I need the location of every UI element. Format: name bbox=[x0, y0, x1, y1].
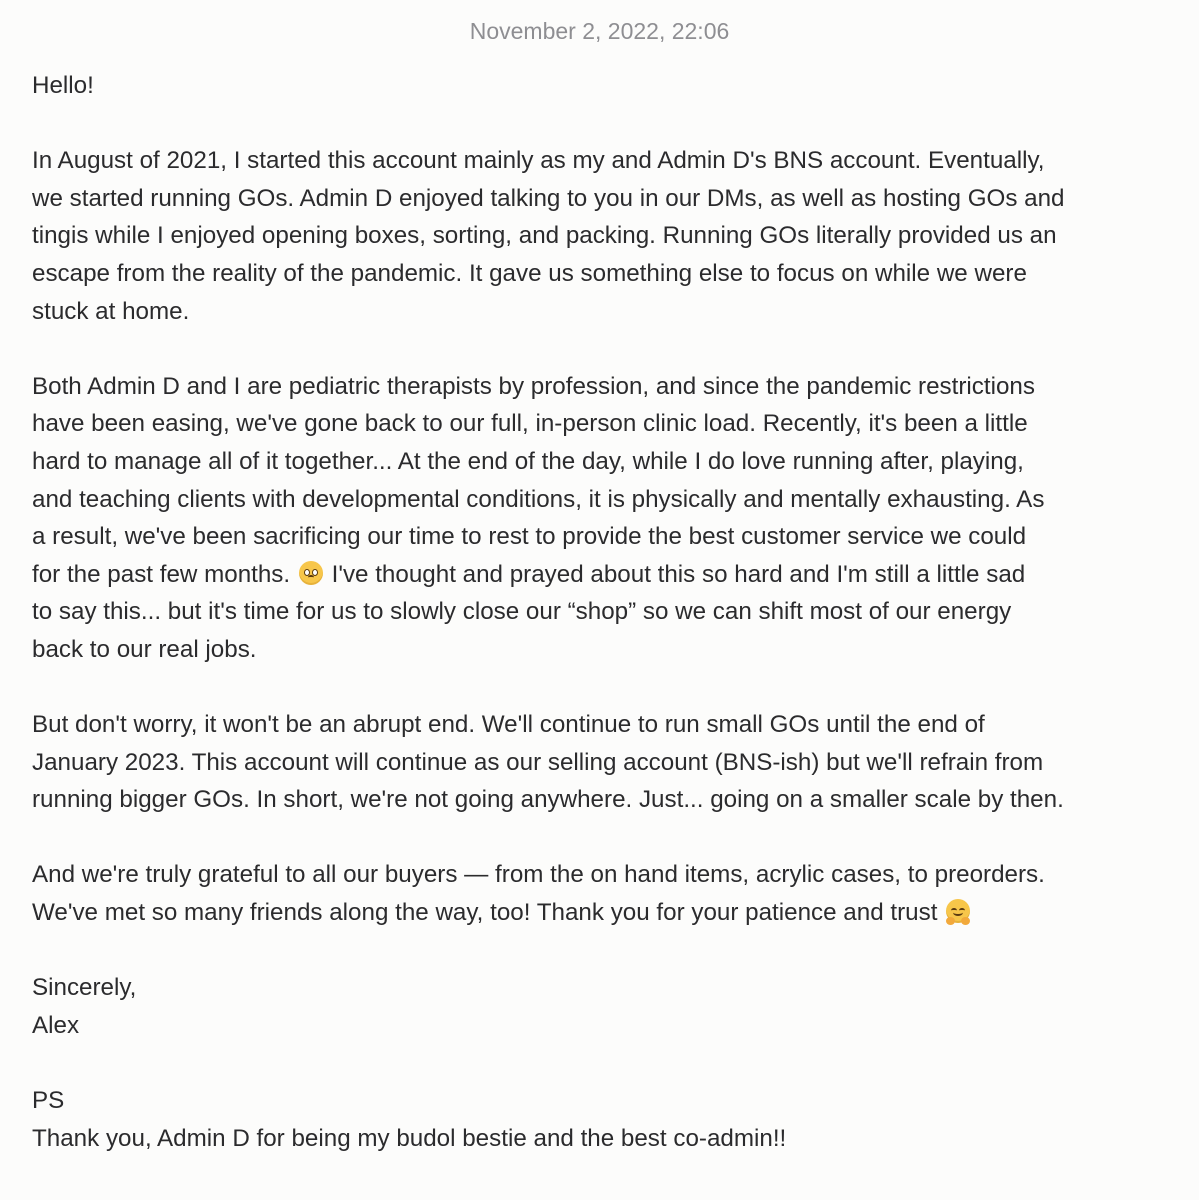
closing-line: Sincerely, bbox=[32, 974, 137, 1002]
signature-line: Alex bbox=[32, 1011, 80, 1039]
paragraph-line-with-emoji bbox=[32, 556, 1172, 594]
paragraph-line: we started running GOs. Admin D enjoyed talking to you in our DMs, as well as hosting GOs and bbox=[32, 184, 1065, 212]
emoji-line-end: I've thought and prayed about this so hard and I'm still a little sad bbox=[331, 560, 1026, 588]
note-paragraph-2 bbox=[32, 368, 1172, 669]
paragraph-line: hard to manage all of it together... At the end of the day, while I do love running after, playing, bbox=[32, 447, 1024, 475]
hugging-face-icon bbox=[946, 899, 970, 923]
paragraph-line: back to our real jobs. bbox=[32, 635, 257, 663]
paragraph-line: But don't worry, it won't be an abrupt end. We'll continue to run small GOs until the end of bbox=[32, 711, 985, 739]
paragraph-line: a result, we've been sacrificing our time to rest to provide the best customer service we could bbox=[32, 523, 1027, 551]
note-paragraph-3 bbox=[32, 706, 1172, 819]
emoji-line-start: for the past few months. bbox=[32, 560, 291, 588]
paragraph-line: January 2023. This account will continue as our selling account (BNS-ish) but we'll refrain from bbox=[32, 748, 1044, 776]
ps-text: Thank you, Admin D for being my budol bestie and the best co-admin!! bbox=[32, 1124, 787, 1152]
paragraph-line: And we're truly grateful to all our buyers — from the on hand items, acrylic cases, to preorders. bbox=[32, 861, 1045, 889]
greeting-line: Hello! bbox=[32, 72, 94, 99]
paragraph-line: In August of 2021, I started this account mainly as my and Admin D's BNS account. Eventually, bbox=[32, 147, 1045, 175]
note-closing bbox=[32, 969, 1172, 1044]
pleading-face-icon bbox=[299, 561, 323, 585]
note-body[interactable] bbox=[32, 67, 1172, 1157]
paragraph-line: to say this... but it's time for us to slowly close our “shop” so we can shift most of our energy bbox=[32, 598, 1012, 626]
note-greeting bbox=[32, 67, 1172, 105]
note-paragraph-1 bbox=[32, 142, 1172, 330]
paragraph-line-with-emoji bbox=[32, 894, 1172, 932]
paragraph-line: and teaching clients with developmental conditions, it is physically and mentally exhausting. As bbox=[32, 485, 1045, 513]
paragraph-line: running bigger GOs. In short, we're not going anywhere. Just... going on a smaller scale by then. bbox=[32, 786, 1064, 814]
note-timestamp: November 2, 2022, 22:06 bbox=[469, 18, 730, 44]
note-paragraph-4 bbox=[32, 856, 1172, 931]
paragraph-line: tingis while I enjoyed opening boxes, sorting, and packing. Running GOs literally provided us an bbox=[32, 222, 1057, 250]
paragraph-line: stuck at home. bbox=[32, 297, 190, 325]
emoji-line-text: We've met so many friends along the way, too! Thank you for your patience and trust bbox=[32, 899, 938, 927]
paragraph-line: have been easing, we've gone back to our full, in-person clinic load. Recently, it's been a little bbox=[32, 410, 1028, 438]
paragraph-line: Both Admin D and I are pediatric therapists by profession, and since the pandemic restrictions bbox=[32, 372, 1035, 400]
note-postscript bbox=[32, 1082, 1172, 1157]
paragraph-line: escape from the reality of the pandemic. It gave us something else to focus on while we were bbox=[32, 259, 1027, 287]
ps-label: PS bbox=[32, 1087, 65, 1115]
